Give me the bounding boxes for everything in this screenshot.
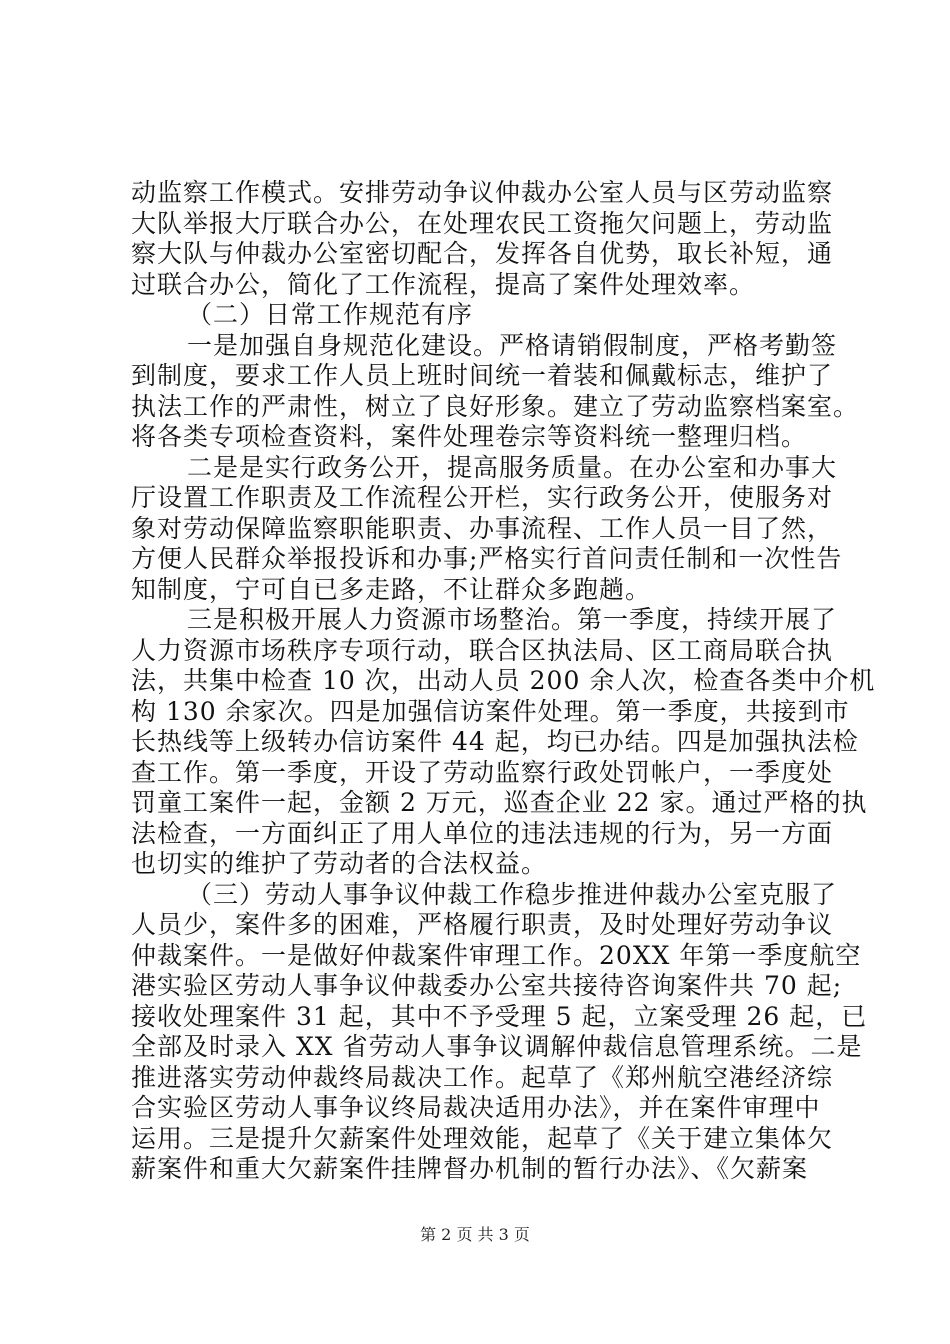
section-heading: （三）劳动人事争议仲裁工作稳步推进仲裁办公室克服了 xyxy=(187,879,838,909)
text-line: 到制度，要求工作人员上班时间统一着装和佩戴标志，维护了 xyxy=(131,361,834,390)
page-number-footer: 第 2 页 共 3 页 xyxy=(420,1225,530,1244)
text-line: 全部及时录入 XX 省劳动人事争议调解仲裁信息管理系统。二是 xyxy=(131,1032,863,1061)
text-line: 知制度，宁可自已多走路，不让群众多跑趟。 xyxy=(131,574,652,604)
text-line: 人力资源市场秩序专项行动，联合区执法局、区工商局联合执 xyxy=(131,635,834,665)
text-line: 罚童工案件一起，金额 2 万元，巡查企业 22 家。通过严格的执 xyxy=(131,788,868,817)
text-line: 执法工作的严肃性，树立了良好形象。建立了劳动监察档案室。 xyxy=(131,391,860,421)
text-line: 运用。三是提升欠薪案件处理效能，起草了《关于建立集体欠 xyxy=(131,1123,834,1153)
text-line: 方便人民群众举报投诉和办事;严格实行首问责任制和一次性告 xyxy=(131,544,843,573)
text-line: 人员少，案件多的困难，严格履行职责，及时处理好劳动争议 xyxy=(131,910,834,939)
text-line: 薪案件和重大欠薪案件挂牌督办机制的暂行办法》、《欠薪案 xyxy=(131,1154,809,1183)
text-line: 厅设置工作职责及工作流程公开栏，实行政务公开，使服务对 xyxy=(131,483,834,512)
text-line: 将各类专项检查资料，案件处理卷宗等资料统一整理归档。 xyxy=(131,422,808,451)
text-line: 法检查，一方面纠正了用人单位的违法违规的行为，另一方面 xyxy=(131,818,834,848)
text-line: 一是加强自身规范化建设。严格请销假制度，严格考勤签 xyxy=(187,330,838,360)
text-line: 三是积极开展人力资源市场整治。第一季度，持续开展了 xyxy=(187,605,838,634)
text-line: 构 130 余家次。四是加强信访案件处理。第一季度，共接到市 xyxy=(131,696,850,726)
text-line: 察大队与仲裁办公室密切配合，发挥各自优势，取长补短，通 xyxy=(131,239,834,268)
text-line: 法，共集中检查 10 次，出动人员 200 余人次，检查各类中介机 xyxy=(131,666,876,695)
text-line: 过联合办公，简化了工作流程，提高了案件处理效率。 xyxy=(131,269,756,299)
text-line: 象对劳动保障监察职能职责、办事流程、工作人员一目了然， xyxy=(131,513,834,543)
text-line: 接收处理案件 31 起，其中不予受理 5 起，立案受理 26 起，已 xyxy=(131,1001,868,1031)
text-line: 动监察工作模式。安排劳动争议仲裁办公室人员与区劳动监察 xyxy=(131,178,834,207)
text-line: 港实验区劳动人事争议仲裁委办公室共接待咨询案件共 70 起; xyxy=(131,971,843,1000)
section-heading: （二）日常工作规范有序 xyxy=(187,300,474,329)
text-line: 合实验区劳动人事争议终局裁决适用办法》，并在案件审理中 xyxy=(131,1093,821,1122)
text-line: 仲裁案件。一是做好仲裁案件审理工作。20XX 年第一季度航空 xyxy=(131,940,862,970)
text-line: 大队举报大厅联合办公，在处理农民工资拖欠问题上，劳动监 xyxy=(131,208,834,238)
text-line: 也切实的维护了劳动者的合法权益。 xyxy=(131,849,548,878)
text-line: 二是是实行政务公开，提高服务质量。在办公室和办事大 xyxy=(187,452,838,482)
text-line: 长热线等上级转办信访案件 44 起，均已办结。四是加强执法检 xyxy=(131,727,859,756)
text-line: 推进落实劳动仲裁终局裁决工作。起草了《郑州航空港经济综 xyxy=(131,1062,834,1092)
text-line: 查工作。第一季度，开设了劳动监察行政处罚帐户，一季度处 xyxy=(131,757,834,787)
